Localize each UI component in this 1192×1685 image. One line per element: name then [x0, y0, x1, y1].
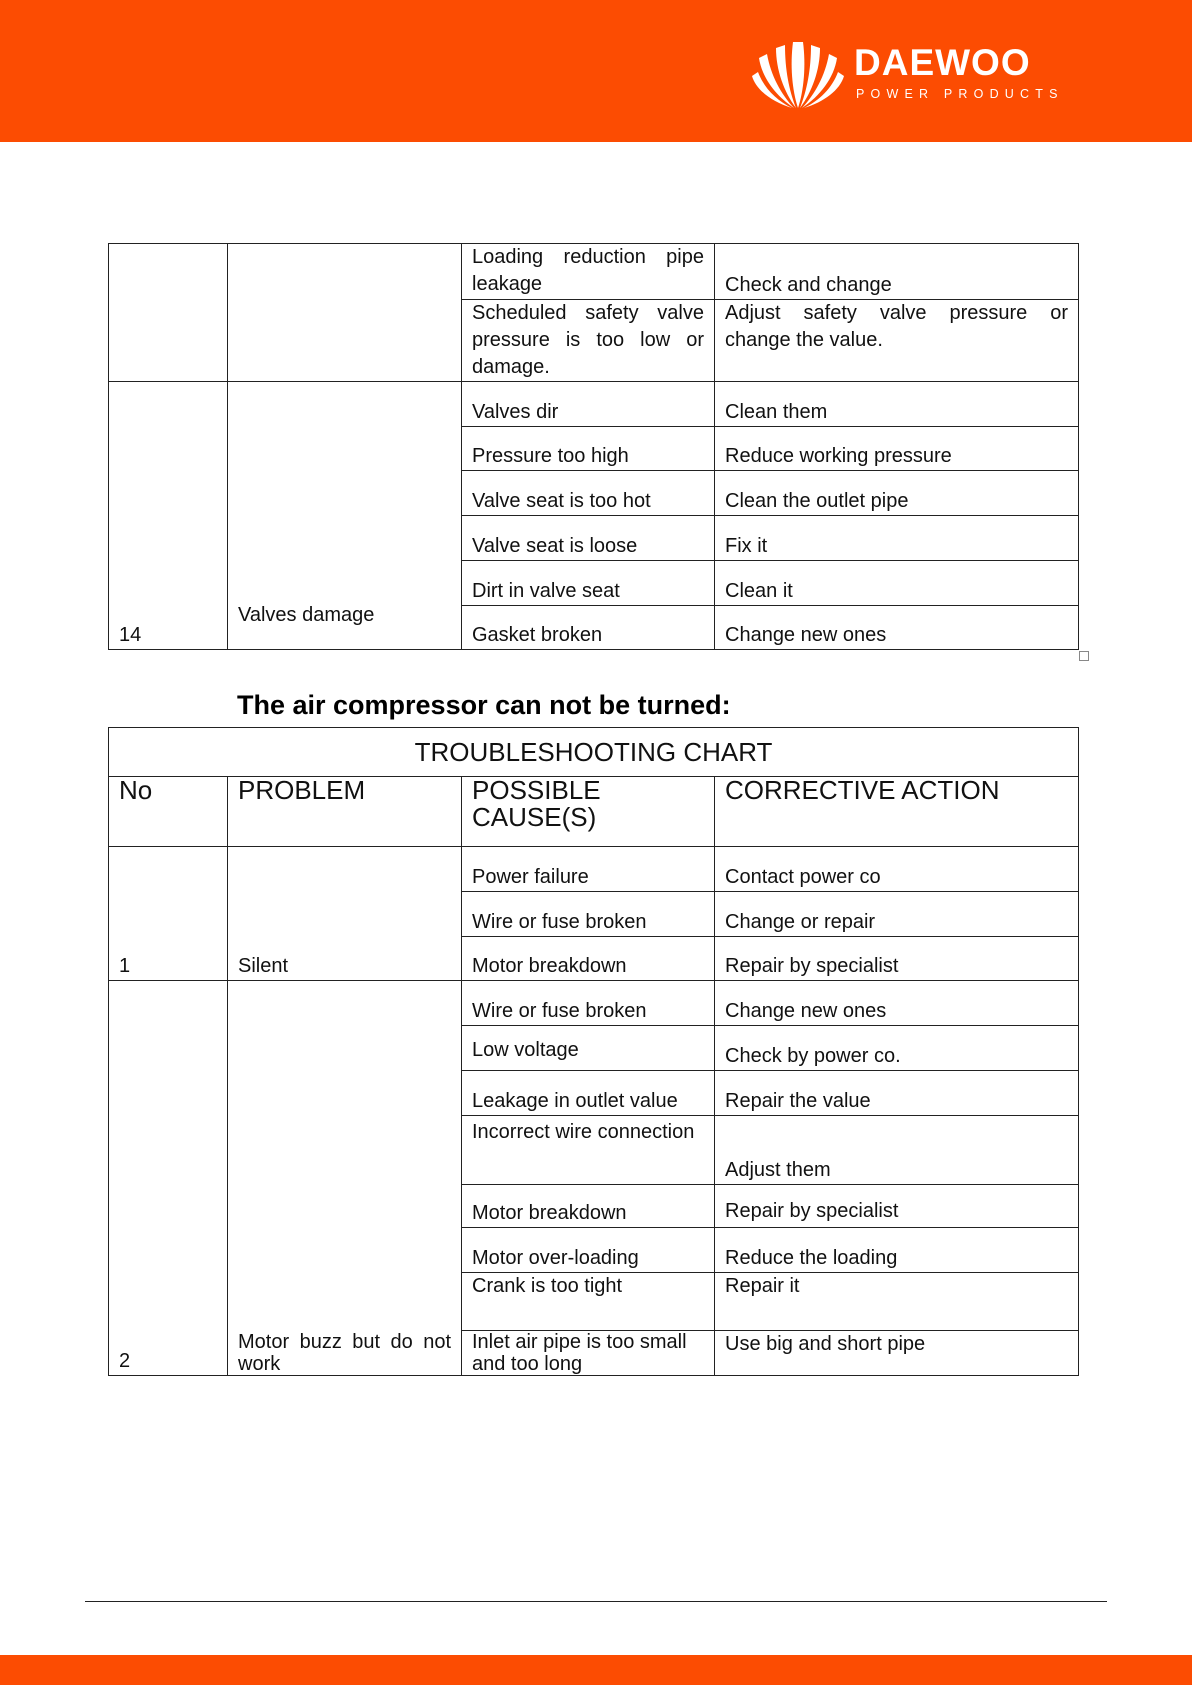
table-end-marker: [1079, 651, 1089, 661]
cause-cell: Dirt in valve seat: [462, 561, 715, 606]
cause-cell: Motor breakdown: [462, 937, 715, 981]
chart-caption: TROUBLESHOOTING CHART: [109, 728, 1079, 777]
cause-cell: Inlet air pipe is too small and too long: [462, 1331, 715, 1376]
cause-cell: Pressure too high: [462, 427, 715, 471]
daewoo-logo: [752, 40, 1072, 110]
section-title: The air compressor can not be turned:: [237, 690, 731, 720]
action-cell: Change new ones: [715, 606, 1079, 650]
action-cell: Adjust safety valve pressure or change the value.: [715, 300, 1079, 382]
troubleshooting-chart: [108, 727, 1079, 1376]
column-header-cause: POSSIBLE CAUSE(S): [462, 777, 715, 847]
table-row: [109, 847, 1079, 892]
cause-cell: Loading reduction pipe leakage: [462, 244, 715, 300]
action-cell: Clean the outlet pipe: [715, 471, 1079, 516]
footer-rule: [85, 1601, 1107, 1602]
action-cell: Repair it: [715, 1273, 1079, 1331]
table-row: [109, 244, 1079, 300]
action-cell: Repair the value: [715, 1071, 1079, 1116]
cause-cell: Low voltage: [462, 1026, 715, 1071]
cause-cell: Incorrect wire connection: [462, 1116, 715, 1185]
action-cell: Check and change: [715, 244, 1079, 300]
troubleshooting-table-continued: [108, 243, 1079, 650]
cause-cell: Gasket broken: [462, 606, 715, 650]
table-caption-row: [109, 728, 1079, 777]
action-cell: Reduce the loading: [715, 1228, 1079, 1273]
action-cell: Contact power co: [715, 847, 1079, 892]
action-cell: Repair by specialist: [715, 1185, 1079, 1228]
page-header: [0, 0, 1192, 142]
action-cell: Reduce working pressure: [715, 427, 1079, 471]
action-cell: Change new ones: [715, 981, 1079, 1026]
row-number: 1: [109, 847, 228, 981]
page-footer: [0, 1655, 1192, 1685]
cause-cell: Valves dir: [462, 382, 715, 427]
cause-cell: Valve seat is too hot: [462, 471, 715, 516]
row-number: [109, 244, 228, 382]
cause-cell: Valve seat is loose: [462, 516, 715, 561]
table-row: [109, 382, 1079, 427]
column-header-problem: PROBLEM: [228, 777, 462, 847]
row-number: 2: [109, 981, 228, 1376]
action-cell: Check by power co.: [715, 1026, 1079, 1071]
action-cell: Repair by specialist: [715, 937, 1079, 981]
cause-cell: Scheduled safety valve pressure is too low or damage.: [462, 300, 715, 382]
cause-cell: Motor over-loading: [462, 1228, 715, 1273]
action-cell: Clean it: [715, 561, 1079, 606]
cause-cell: Power failure: [462, 847, 715, 892]
table-row: [109, 981, 1079, 1026]
action-cell: Fix it: [715, 516, 1079, 561]
cause-cell: Wire or fuse broken: [462, 892, 715, 937]
row-problem: [228, 244, 462, 382]
brand-tagline: POWER PRODUCTS: [856, 87, 1064, 101]
column-header-no: No: [109, 777, 228, 847]
cause-cell: Wire or fuse broken: [462, 981, 715, 1026]
cause-cell: Motor breakdown: [462, 1185, 715, 1228]
action-cell: Use big and short pipe: [715, 1331, 1079, 1376]
daewoo-fan-logo-icon: [752, 40, 844, 110]
column-header-action: CORRECTIVE ACTION: [715, 777, 1079, 847]
brand-name: DAEWOO: [854, 42, 1031, 83]
action-cell: Clean them: [715, 382, 1079, 427]
action-cell: Adjust them: [715, 1116, 1079, 1185]
cause-cell: Crank is too tight: [462, 1273, 715, 1331]
row-number: 14: [109, 382, 228, 650]
row-problem: Valves damage: [228, 382, 462, 650]
row-problem: Motor buzz but do not work: [228, 981, 462, 1376]
action-cell: Change or repair: [715, 892, 1079, 937]
table-header-row: [109, 777, 1079, 847]
row-problem: Silent: [228, 847, 462, 981]
cause-cell: Leakage in outlet value: [462, 1071, 715, 1116]
